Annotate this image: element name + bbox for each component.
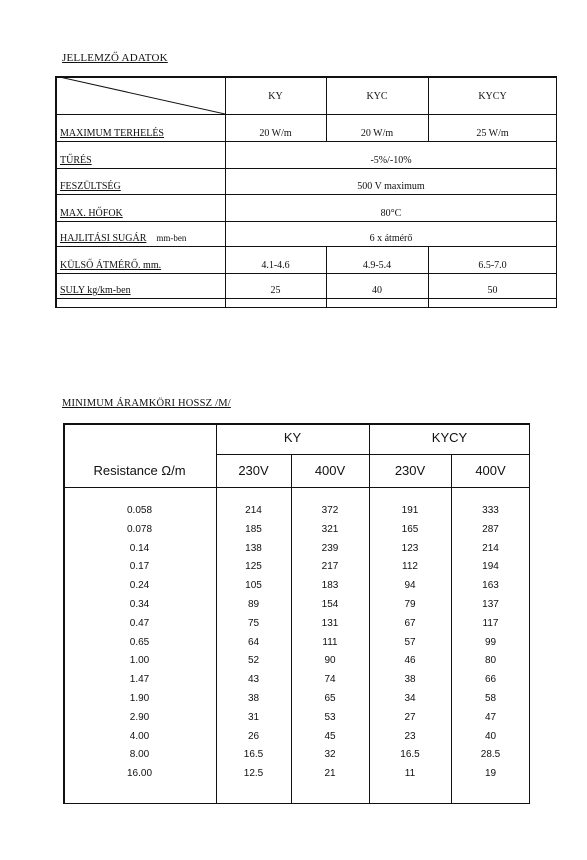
length-value: 32	[324, 749, 336, 761]
table1-span-cell: 6 x átmérő	[369, 233, 413, 244]
length-value: 372	[321, 505, 339, 516]
resistance-value: 2.90	[129, 711, 150, 723]
length-value: 239	[321, 542, 339, 554]
table1-cell: 4.9-5.4	[362, 260, 392, 271]
resistance-header: Resistance Ω/m	[93, 463, 186, 478]
length-value: 46	[404, 655, 416, 667]
resistance-value: 1.47	[129, 674, 150, 686]
length-value: 34	[404, 693, 416, 704]
resistance-value: 0.078	[126, 523, 153, 535]
row-label-text: FESZÜLTSÉG	[60, 181, 121, 192]
resistance-value: 0.47	[129, 617, 150, 629]
voltage-header: 400V	[475, 463, 506, 478]
table1-row-label	[60, 260, 161, 271]
table1-col-line	[326, 298, 327, 308]
table1-header-kyc: KYC	[366, 91, 388, 102]
resistance-value: 4.00	[129, 730, 150, 742]
table1-row-label	[60, 128, 164, 139]
resistance-value: 1.90	[129, 693, 150, 704]
length-value: 53	[324, 711, 336, 723]
table1-cell: 4.1-4.6	[261, 260, 290, 271]
table1-row-line	[55, 141, 557, 142]
table2-border-right	[529, 423, 531, 804]
length-value: 57	[404, 636, 416, 648]
length-value: 66	[484, 674, 497, 686]
length-value: 183	[321, 580, 339, 592]
table2-border-left	[63, 423, 65, 804]
length-value: 38	[247, 693, 260, 704]
length-value: 65	[324, 693, 336, 704]
table1-col-line	[225, 76, 226, 308]
length-value: 217	[321, 561, 339, 573]
table1-span-cell: 80°C	[380, 208, 402, 219]
row-label-text: KÜLSŐ ÁTMÉRŐ. mm.	[60, 260, 162, 271]
table1-row-label	[60, 208, 123, 219]
table1-cell: 25 W/m	[476, 128, 509, 139]
resistance-value: 0.14	[129, 542, 150, 554]
row-label-text: MAX. HŐFOK	[60, 208, 123, 219]
length-value: 321	[321, 523, 339, 535]
voltage-header: 230V	[238, 463, 269, 478]
length-value: 75	[247, 617, 260, 629]
table1-border-bottom	[55, 307, 557, 309]
resistance-value: 16.00	[126, 768, 153, 780]
table1-header-ky: KY	[268, 91, 283, 102]
table2-title: MINIMUM ÁRAMKÖRI HOSSZ /M/	[62, 398, 231, 409]
length-value: 117	[482, 617, 499, 629]
table2-group-kycy: KYCY	[431, 430, 468, 445]
length-value: 165	[401, 523, 419, 535]
length-value: 26	[247, 730, 260, 742]
length-value: 58	[484, 693, 497, 704]
table1-cell: 20 W/m	[360, 128, 394, 139]
table1-span-cell: -5%/-10%	[370, 155, 412, 166]
length-value: 38	[404, 674, 416, 686]
resistance-value: 8.00	[129, 749, 150, 761]
table1-row-line	[55, 221, 557, 222]
length-value: 47	[484, 711, 497, 723]
table1-cell: 25	[270, 285, 281, 296]
voltage-header: 230V	[394, 463, 426, 478]
length-value: 214	[245, 505, 262, 516]
length-value: 23	[404, 730, 416, 742]
length-value: 154	[321, 599, 339, 610]
length-value: 111	[322, 636, 338, 648]
row-label-text: TŰRÉS	[60, 155, 92, 166]
resistance-value: 0.058	[126, 505, 153, 516]
table1-title: JELLEMZŐ ADATOK	[62, 52, 168, 64]
table2-col-line	[216, 423, 217, 804]
length-value: 191	[401, 505, 419, 516]
resistance-value: 1.00	[129, 655, 150, 667]
length-value: 43	[247, 674, 260, 686]
length-value: 94	[404, 580, 416, 592]
table1-row-label	[60, 233, 186, 244]
length-value: 40	[484, 730, 497, 742]
length-value: 11	[404, 768, 416, 780]
length-value: 214	[482, 542, 499, 554]
table2-border-top	[63, 423, 530, 425]
length-value: 137	[482, 599, 499, 610]
table1-row-line	[55, 114, 557, 115]
table2-group-ky: KY	[283, 430, 302, 445]
length-value: 105	[245, 580, 262, 592]
length-value: 45	[324, 730, 336, 742]
length-value: 27	[404, 711, 416, 723]
length-value: 123	[401, 542, 419, 554]
length-value: 138	[245, 542, 262, 554]
row-label-text: HAJLITÁSI SUGÁR	[60, 233, 147, 244]
table1-row-line	[55, 246, 557, 247]
table1-cell: 40	[372, 285, 382, 296]
length-value: 89	[247, 599, 260, 610]
length-value: 12.5	[243, 768, 264, 780]
resistance-value: 0.34	[129, 599, 150, 610]
table1-row-line	[55, 298, 557, 299]
length-value: 112	[402, 561, 418, 573]
length-value: 21	[324, 768, 336, 780]
length-value: 287	[482, 523, 499, 535]
table2-col-line	[369, 423, 370, 804]
table1-row-label	[60, 285, 131, 296]
resistance-value: 0.17	[129, 561, 150, 573]
characteristics-table	[55, 76, 557, 308]
length-value: 99	[484, 636, 497, 648]
length-value: 80	[484, 655, 497, 667]
length-value: 67	[404, 617, 416, 629]
length-value: 16.5	[243, 749, 264, 761]
length-value: 28.5	[480, 749, 501, 761]
row-label-text: MAXIMUM TERHELÉS	[60, 128, 164, 139]
table1-col-line	[428, 298, 429, 308]
resistance-value: 0.24	[129, 580, 150, 592]
table1-cell: 50	[487, 285, 498, 296]
length-value: 31	[247, 711, 260, 723]
table1-row-label	[60, 155, 92, 166]
header-diagonal	[55, 76, 225, 114]
table1-row-line	[55, 168, 557, 169]
length-value: 333	[482, 505, 499, 516]
length-value: 19	[484, 768, 497, 780]
table1-cell: 6.5-7.0	[478, 260, 507, 271]
length-value: 90	[324, 655, 336, 667]
resistance-value: 0.65	[129, 636, 150, 648]
length-value: 64	[247, 636, 260, 648]
table1-row-label	[60, 181, 121, 192]
table2-border-bottom	[63, 803, 530, 805]
table1-cell: 20 W/m	[259, 128, 292, 139]
voltage-header: 400V	[314, 463, 346, 478]
length-value: 131	[321, 617, 339, 629]
length-value: 74	[324, 674, 336, 686]
table1-span-cell: 500 V maximum	[357, 181, 425, 192]
table1-header-kycy: KYCY	[478, 91, 507, 102]
row-label-text: SULY kg/km-ben	[60, 285, 131, 296]
table1-row-line	[55, 194, 557, 195]
length-value: 194	[482, 561, 499, 573]
circuit-length-table	[63, 423, 530, 804]
length-value: 125	[245, 561, 262, 573]
length-value: 16.5	[400, 749, 420, 761]
length-value: 163	[482, 580, 499, 592]
table1-row-line	[55, 273, 557, 274]
table2-group-line	[216, 454, 530, 455]
length-value: 185	[245, 523, 262, 535]
length-value: 52	[247, 655, 260, 667]
table2-header-line	[63, 487, 530, 488]
length-value: 79	[404, 599, 416, 610]
row-unit-text: mm-ben	[156, 233, 187, 243]
